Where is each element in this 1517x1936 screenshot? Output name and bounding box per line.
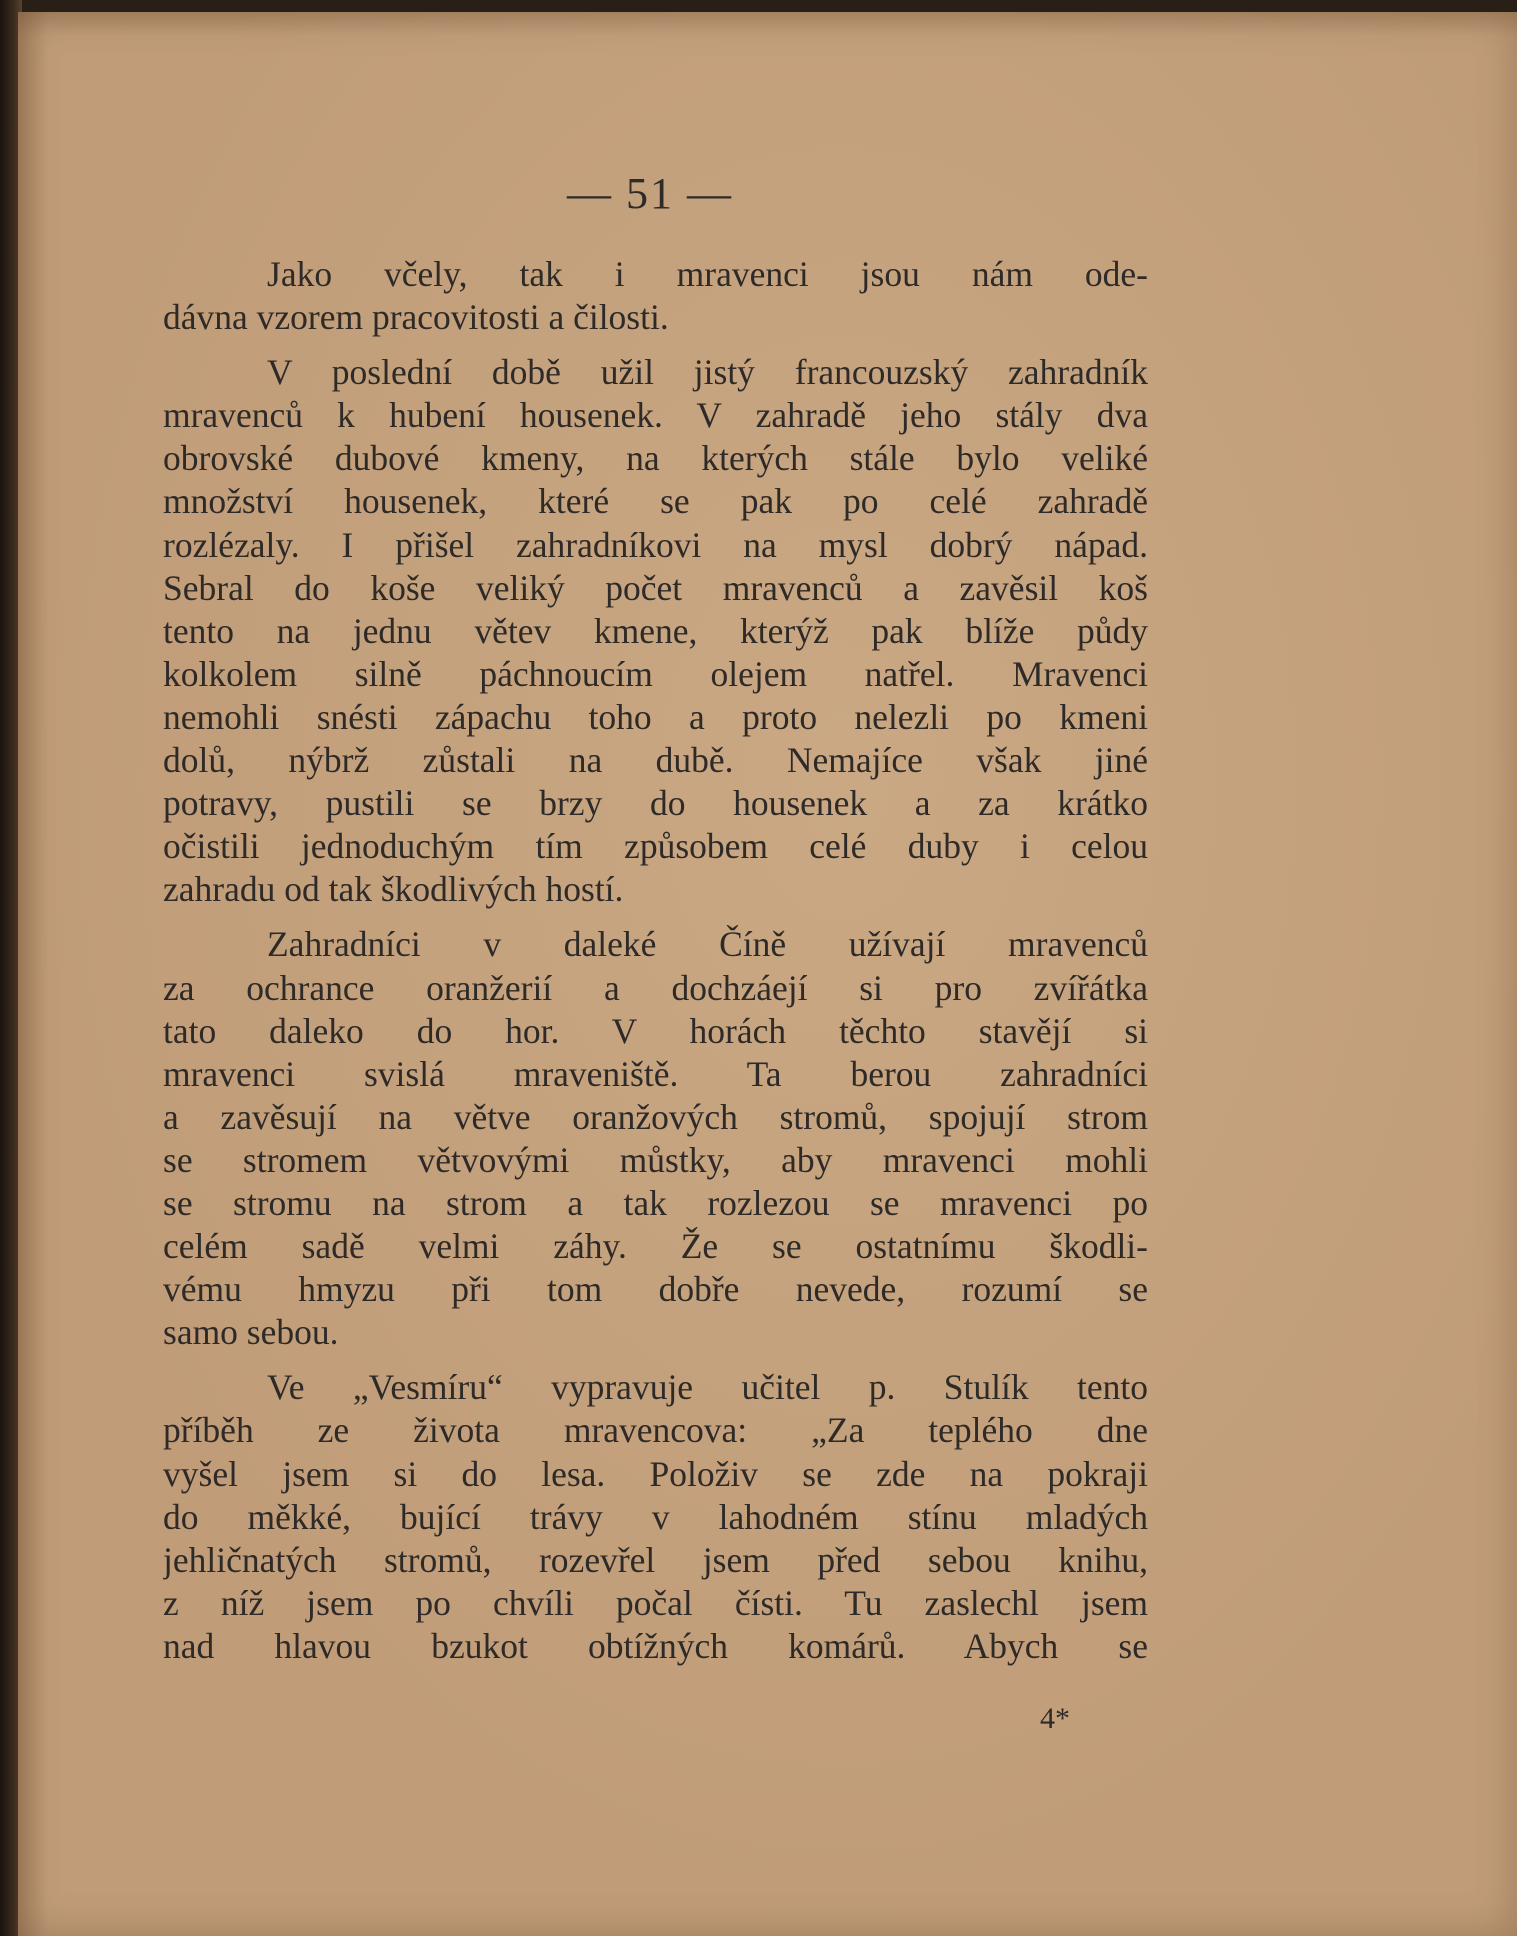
- paragraph: [163, 351, 1148, 911]
- text-line: dolů, nýbrž zůstali na dubě. Nemajíce však jiné: [163, 740, 1148, 781]
- text-line: kolkolem silně páchnoucím olejem natřel. Mravenci: [163, 653, 1148, 694]
- text-line: dávna vzorem pracovitosti a čilosti.: [163, 297, 669, 338]
- text-line: nad hlavou bzukot obtížných komárů. Abych se: [163, 1625, 1148, 1666]
- text-line: očistili jednoduchým tím způsobem celé duby i celou: [163, 826, 1148, 867]
- text-line: množství housenek, které se pak po celé zahradě: [163, 481, 1148, 522]
- paragraph: [163, 923, 1148, 1354]
- text-line: z níž jsem po chvíli počal čísti. Tu zaslechl jsem: [163, 1582, 1148, 1623]
- text-line: se stromem větvovými můstky, aby mravenci mohli: [163, 1139, 1148, 1180]
- text-line: vyšel jsem si do lesa. Položiv se zde na pokraji: [163, 1453, 1148, 1494]
- text-line: samo sebou.: [163, 1312, 339, 1353]
- text-line: se stromu na strom a tak rozlezou se mravenci po: [163, 1182, 1148, 1223]
- text-line: V poslední době užil jistý francouzský zahradník: [267, 352, 1148, 393]
- text-line: zahradu od tak škodlivých hostí.: [163, 869, 624, 910]
- text-line: Jako včely, tak i mravenci jsou nám ode-: [267, 254, 1148, 294]
- page-number: — 51 —: [567, 169, 733, 218]
- text-line: Sebral do koše veliký počet mravenců a zavěsil koš: [163, 567, 1148, 608]
- signature-mark: 4*: [1040, 1702, 1070, 1735]
- paragraph: [163, 253, 1148, 339]
- text-line: za ochrance oranžerií a dochzáejí si pro zvířátka: [163, 967, 1148, 1008]
- text-line: jehličnatých stromů, rozevřel jsem před sebou knihu,: [163, 1539, 1148, 1580]
- text-line: do měkké, bující trávy v lahodném stínu mladých: [163, 1496, 1148, 1537]
- text-line: potravy, pustili se brzy do housenek a za krátko: [163, 783, 1148, 824]
- text-line: mravenců k hubení housenek. V zahradě jeho stály dva: [163, 395, 1148, 436]
- text-line: Ve „Vesmíru“ vypravuje učitel p. Stulík tento: [267, 1367, 1148, 1408]
- text-line: a zavěsují na větve oranžových stromů, spojují strom: [163, 1096, 1148, 1137]
- text-line: celém sadě velmi záhy. Že se ostatnímu škodli-: [163, 1226, 1148, 1267]
- text-line: nemohli snésti zápachu toho a proto nelezli po kmeni: [163, 696, 1148, 737]
- text-line: rozlézaly. I přišel zahradníkovi na mysl dobrý nápad.: [163, 524, 1148, 565]
- text-line: tato daleko do hor. V horách těchto stavějí si: [163, 1010, 1148, 1051]
- paragraph: [163, 1366, 1148, 1668]
- body-text: [163, 253, 1148, 1668]
- text-line: tento na jednu větev kmene, kterýž pak blíže půdy: [163, 610, 1148, 651]
- text-line: příběh ze života mravencova: „Za teplého dne: [163, 1410, 1148, 1451]
- text-line: mravenci svislá mraveniště. Ta berou zahradníci: [163, 1053, 1148, 1094]
- text-line: obrovské dubové kmeny, na kterých stále bylo veliké: [163, 438, 1148, 479]
- text-line: vému hmyzu při tom dobře nevede, rozumí se: [163, 1269, 1148, 1310]
- text-line: Zahradníci v daleké Číně užívají mravenců: [267, 924, 1148, 965]
